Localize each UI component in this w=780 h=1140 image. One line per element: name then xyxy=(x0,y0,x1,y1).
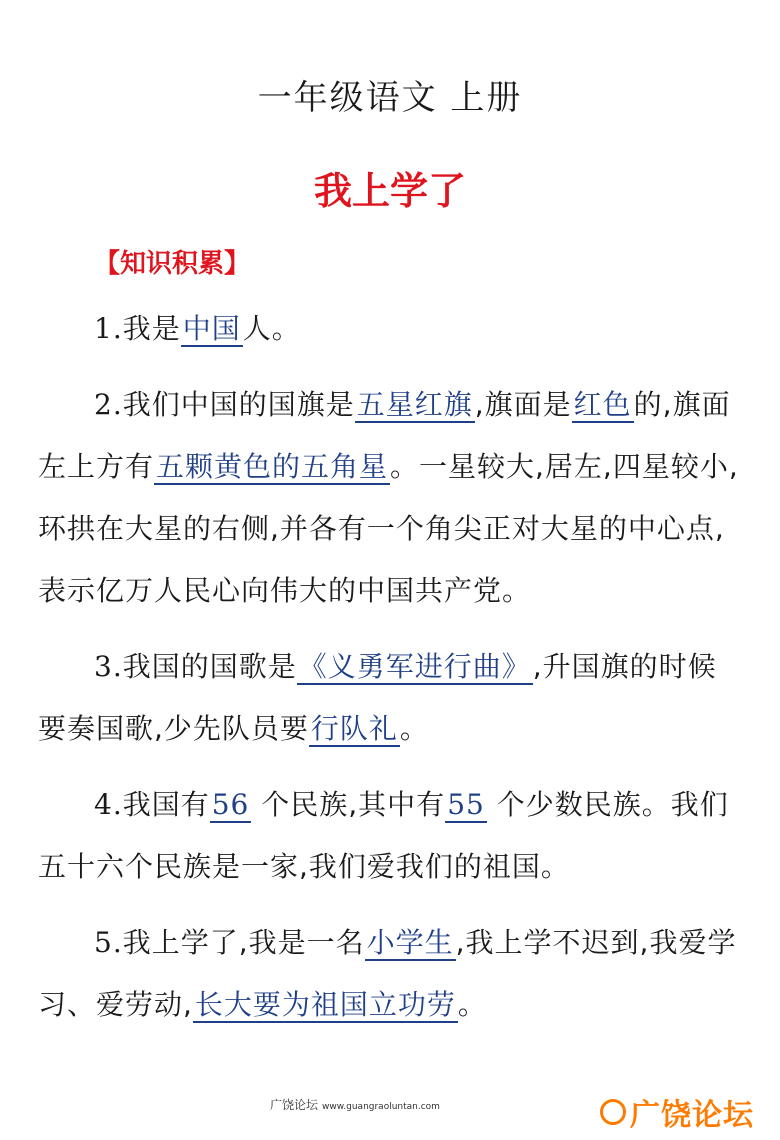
footer-url: www.guangraoluntan.com xyxy=(322,1102,440,1112)
answer-blank: 行队礼 xyxy=(310,712,398,745)
item-text: ,升国旗的时候要奏国歌,少先队员要 xyxy=(38,650,717,745)
knowledge-item-5 xyxy=(38,912,740,1036)
site-logo xyxy=(600,1090,754,1134)
section-heading: 【知识积累】 xyxy=(94,249,251,279)
item-text: ,旗面是 xyxy=(474,388,572,421)
item-number: 1. xyxy=(94,312,123,345)
item-text: 个民族,其中有 xyxy=(251,788,446,821)
knowledge-item-3 xyxy=(38,636,740,760)
answer-blank: 《义勇军进行曲》 xyxy=(298,650,531,683)
item-text: 我是 xyxy=(122,312,181,345)
answer-blank: 中国 xyxy=(182,312,241,345)
answer-blank: 红色 xyxy=(573,388,632,421)
item-text: 人。 xyxy=(242,312,301,345)
footer-site-name: 广饶论坛 xyxy=(270,1098,319,1112)
answer-blank: 五星红旗 xyxy=(356,388,473,421)
item-text: 我国有 xyxy=(122,788,210,821)
lesson-title: 我上学了 xyxy=(313,169,466,213)
item-text: 。一星较大,居左,四星较小,环拱在大星的右侧,并各有一个角尖正对大星的中心点,表示亿万人民心向伟大的中国共产党。 xyxy=(38,450,739,607)
item-text: 的,旗面左上方有 xyxy=(38,388,731,483)
logo-text: 广饶论坛 xyxy=(630,1098,754,1133)
document-title: 一年级语文 上册 xyxy=(257,78,523,118)
item-text: ,我上学不迟到,我爱学习、爱劳动, xyxy=(38,926,737,1021)
item-text: 。 xyxy=(457,988,487,1021)
knowledge-item-4 xyxy=(38,774,740,898)
item-text: 我国的国歌是 xyxy=(122,650,297,683)
answer-blank: 55 xyxy=(447,788,485,821)
footer-watermark xyxy=(270,1096,440,1113)
answer-blank: 长大要为祖国立功劳 xyxy=(194,988,456,1021)
logo-icon xyxy=(600,1099,626,1125)
item-number: 4. xyxy=(94,788,123,821)
item-number: 5. xyxy=(94,926,123,959)
item-text: 个少数民族。我们五十六个民族是一家,我们爱我们的祖国。 xyxy=(38,788,729,883)
knowledge-item-1 xyxy=(38,298,740,360)
item-number: 2. xyxy=(94,388,123,421)
answer-blank: 56 xyxy=(211,788,250,821)
answer-blank: 小学生 xyxy=(366,926,454,959)
item-text: 我们中国的国旗是 xyxy=(122,388,355,421)
knowledge-list xyxy=(38,298,740,1050)
knowledge-item-2 xyxy=(38,374,740,622)
item-number: 3. xyxy=(94,650,123,683)
answer-blank: 五颗黄色的五角星 xyxy=(156,450,389,483)
item-text: 我上学了,我是一名 xyxy=(122,926,365,959)
item-text: 。 xyxy=(399,712,429,745)
